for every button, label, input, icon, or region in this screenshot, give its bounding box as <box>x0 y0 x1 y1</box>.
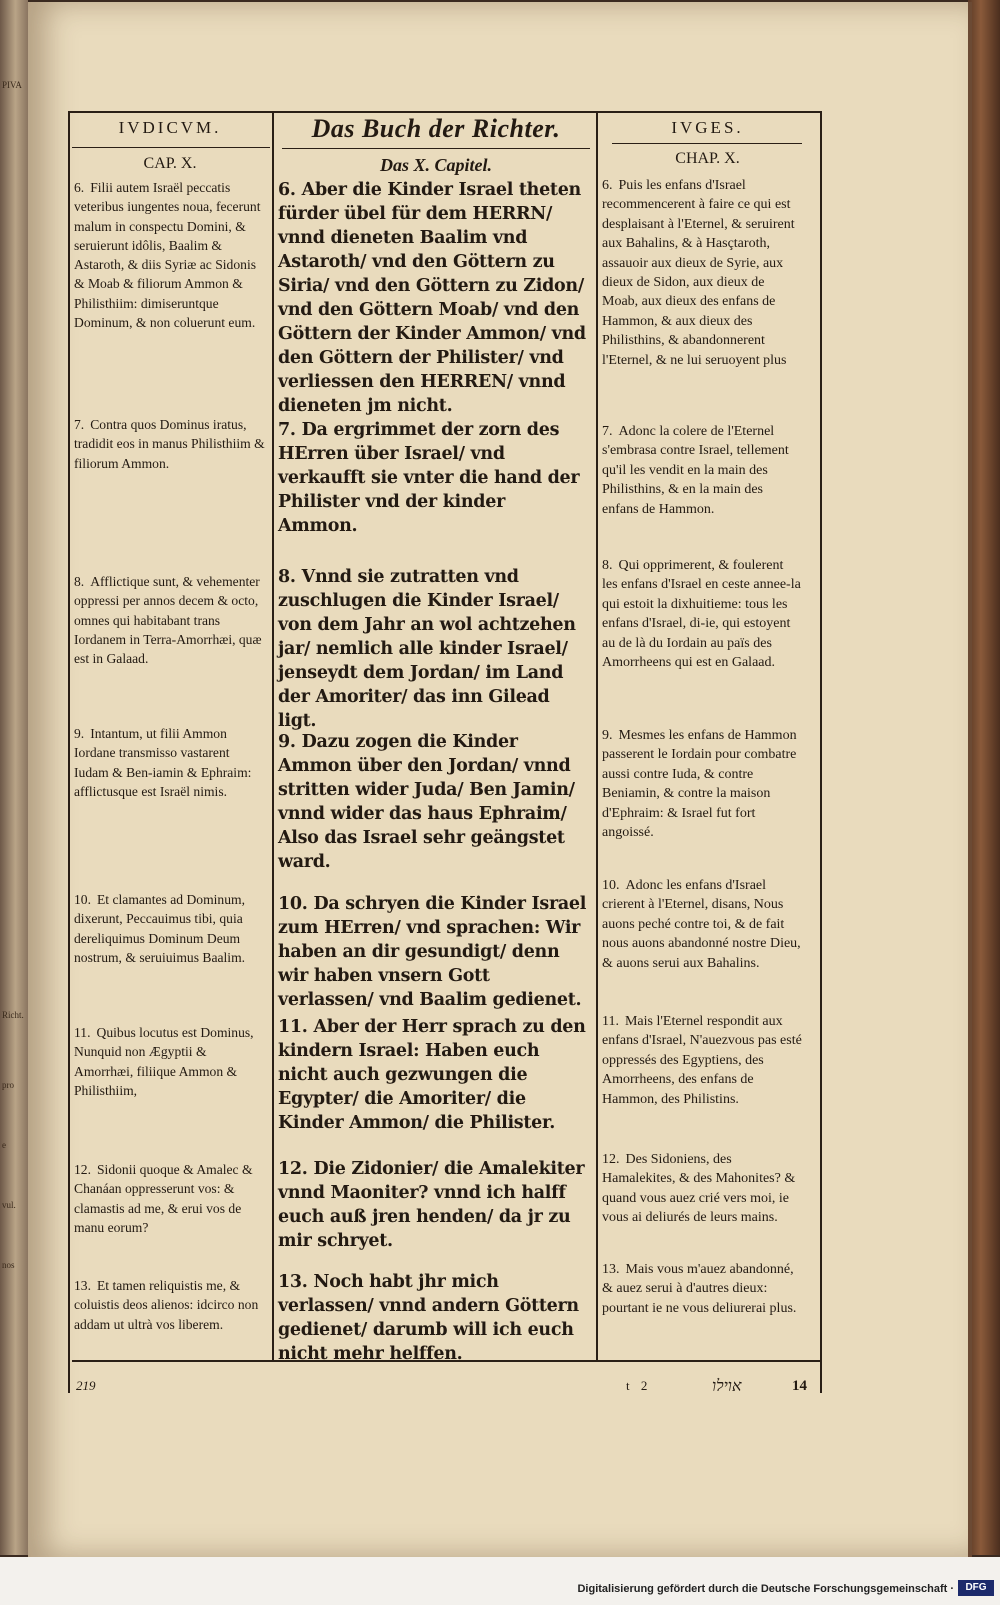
verse-number: 6. <box>74 180 85 195</box>
latin-chapter-heading: CAP. X. <box>143 155 197 172</box>
verse-text: Adonc les enfans d'Israel crierent à l'Eternel, disans, Nous auons peché contre toi, & de fait nous auons abandonné nostre Dieu, & auons serui aux Bahalins. <box>602 878 801 971</box>
verse-text: Et clamantes ad Dominum, dixerunt, Peccauimus tibi, quia dereliquimus Dominum Deum nostrum, & seruiuimus Baalim. <box>74 892 246 965</box>
french-verse <box>602 1150 802 1228</box>
french-verse <box>602 556 802 672</box>
german-verse <box>278 565 590 733</box>
latin-verse <box>74 1160 266 1237</box>
left-page-edge <box>0 0 28 1555</box>
verse-number: 9. <box>278 732 296 752</box>
verse-text: Noch habt jhr mich verlassen/ vnnd andern Göttern gedienet/ darumb will ich euch nicht mehr helffen. <box>278 1272 579 1364</box>
verse-number: 13. <box>74 1278 91 1293</box>
german-verse <box>278 892 590 1012</box>
verse-number: 10. <box>74 892 91 907</box>
verse-number: 12. <box>74 1162 91 1177</box>
verse-text: Dazu zogen die Kinder Ammon über den Jordan/ vnnd stritten wider Juda/ Ben Jamin/ vnnd wider das haus Ephraim/ Also das Israel sehr geängstet ward. <box>278 732 575 872</box>
verse-number: 6. <box>278 180 296 200</box>
verse-text: Mesmes les enfans de Hammon passerent le Iordain pour combatre aussi contre Iuda, & contre Beniamin, & contre la maison d'Ephraim: & Israel fut fort angoissé. <box>602 728 797 841</box>
verse-text: Puis les enfans d'Israel recommencerent à faire ce qui est desplaisant à l'Eternel, & seruirent aux Bahalins, & à Hasçtaroth, assauoir aux dieux de Syrie, aux dieux de Sidon, aux dieux de Moab, aux dieux des enfans de Hammon, & aux dieux des Philisthins, & abandonnerent l'Eternel, & ne lui seruoyent plus <box>602 178 795 368</box>
latin-verse <box>74 415 266 473</box>
verse-number: 11. <box>74 1025 91 1040</box>
verse-text: Intantum, ut filii Ammon Iordane transmisso vastarent Iudam & Ben-iamin & Ephraim: afflictusque est Israël nimis. <box>74 726 252 799</box>
column-rule <box>596 111 598 1361</box>
german-verse <box>278 1157 590 1253</box>
verse-number: 8. <box>74 574 85 589</box>
verse-number: 12. <box>278 1159 308 1179</box>
right-number: 14 <box>792 1378 807 1394</box>
header-rule <box>612 143 802 144</box>
latin-verse <box>74 1276 266 1334</box>
verse-number: 7. <box>278 420 296 440</box>
german-verse <box>278 418 590 538</box>
verse-text: Et tamen reliquistis me, & coluistis deos alienos: idcirco non addam ut ultrà vos liberem. <box>74 1278 259 1332</box>
scan-credit: Digitalisierung gefördert durch die Deutsche Forschungsgemeinschaft · <box>577 1583 954 1595</box>
header-rule <box>282 148 590 149</box>
margin-note: nos <box>2 1260 15 1270</box>
verse-text: Die Zidonier/ die Amalekiter vnnd Maoniter? vnnd ich halff euch auß jren henden/ da jr zu mir schryet. <box>278 1159 585 1251</box>
verse-number: 13. <box>602 1262 620 1277</box>
german-verse <box>278 1270 590 1366</box>
verse-text: Contra quos Dominus iratus, tradidit eos in manus Philisthiim & filiorum Ammon. <box>74 417 265 471</box>
verse-text: Da schryen die Kinder Israel zum HErren/ vnd sprachen: Wir haben an dir gesundigt/ denn wir haben vnsern Gott verlassen/ vnd Baalim gedienet. <box>278 894 587 1010</box>
german-chapter-heading: Das X. Capitel. <box>379 155 492 175</box>
latin-verse <box>74 572 266 668</box>
verse-text: Des Sidoniens, des Hamalekites, & des Mahonites? & quand vous auez crié vers moi, ie vous ai deliurés de leurs mains. <box>602 1152 796 1226</box>
page-number: 219 <box>76 1378 96 1393</box>
french-verse <box>602 422 802 519</box>
latin-verse <box>74 178 266 332</box>
latin-running-head: IVDICVM. <box>118 118 222 137</box>
verse-text: Da ergrimmet der zorn des HErren über Israel/ vnd verkaufft sie vnter die hand der Philister vnd der kinder Ammon. <box>278 420 580 536</box>
right-page-edge <box>968 0 1000 1555</box>
verse-number: 8. <box>278 567 296 587</box>
verse-text: Mais l'Eternel respondit aux enfans d'Israel, N'auezvous pas esté oppressés des Egyptiens, des Amorrheens, des enfans de Hammon, des Philistins. <box>602 1014 802 1107</box>
signature-mark: t 2 <box>626 1378 652 1393</box>
column-rule <box>272 111 274 1361</box>
header-rule <box>72 147 270 148</box>
verse-number: 10. <box>278 894 308 914</box>
german-running-head: Das Buch der Richter. <box>311 114 561 143</box>
dfg-logo: DFG <box>958 1580 994 1596</box>
verse-number: 10. <box>602 878 620 893</box>
margin-note: Richt. <box>2 1010 24 1020</box>
french-verse <box>602 726 802 842</box>
verse-text: Quibus locutus est Dominus, Nunquid non Ægyptii & Amorrhæi, filiique Ammon & Philisthiim, <box>74 1025 254 1098</box>
verse-number: 13. <box>278 1272 308 1292</box>
verse-number: 11. <box>602 1014 619 1029</box>
verse-number: 7. <box>74 417 85 432</box>
french-verse <box>602 876 802 973</box>
verse-number: 8. <box>602 558 613 573</box>
french-running-head: IVGES. <box>671 118 744 137</box>
margin-note: e <box>2 1140 6 1150</box>
verse-number: 9. <box>74 726 85 741</box>
verse-text: Aber die Kinder Israel theten fürder übel für dem HERRN/ vnnd dieneten Baalim vnd Astaroth/ vnd den Göttern zu Siria/ vnd den Göttern zu Zidon/ vnd den Göttern Moab/ vnd den Göttern der Kinder Ammon/ vnd den Göttern der Philister/ vnd verliessen den HERREN/ vnnd dieneten jm nicht. <box>278 180 586 416</box>
latin-verse <box>74 890 266 967</box>
margin-note: vul. <box>2 1200 16 1210</box>
german-verse <box>278 730 590 874</box>
latin-verse <box>74 1023 266 1100</box>
verse-number: 12. <box>602 1152 620 1167</box>
verse-text: Qui opprimerent, & foulerent les enfans d'Israel en ceste annee-la qui estoit la dixhuitieme: tous les enfans d'Israel, di-ie, qui estoyent au de là du Iordain au païs des Amorrheens qui est en Galaad. <box>602 558 801 671</box>
latin-verse <box>74 724 266 801</box>
french-verse <box>602 1260 802 1318</box>
verse-text: Mais vous m'auez abandonné, & auez serui à d'autres dieux: pourtant ie ne vous deliurerai plus. <box>602 1262 797 1316</box>
verse-text: Aber der Herr sprach zu den kindern Israel: Haben euch nicht auch gezwungen die Egypter/ die Amoriter/ die Kinder Ammon/ die Philister. <box>278 1017 586 1133</box>
verse-text: Sidonii quoque & Amalec & Chanáan oppresserunt vos: & clamastis ad me, & erui vos de manu eorum? <box>74 1162 253 1235</box>
french-verse <box>602 176 802 370</box>
german-verse <box>278 178 590 418</box>
french-verse <box>602 1012 802 1109</box>
verse-text: Afflictique sunt, & vehementer oppressi per annos decem & octo, omnes qui habitabant trans Iordanem in Terra-Amorrhæi, quæ est in Galaad. <box>74 574 262 667</box>
scan-footer-band <box>0 1557 1000 1605</box>
german-verse <box>278 1015 590 1135</box>
verse-number: 9. <box>602 728 613 743</box>
verse-number: 11. <box>278 1017 308 1037</box>
verse-number: 7. <box>602 424 613 439</box>
margin-note: PIVA <box>2 80 22 90</box>
verse-number: 6. <box>602 178 613 193</box>
verse-text: Vnnd sie zutratten vnd zuschlugen die Kinder Israel/ von dem Jahr an wol achtzehen jar/ nemlich alle kinder Israel/ jenseydt dem Jordan/ im Land der Amoriter/ das inn Gilead ligt. <box>278 567 576 731</box>
verse-text: Filii autem Israël peccatis veteribus iungentes noua, fecerunt malum in conspectu Domini, & seruierunt idôlis, Baalim & Astaroth, & diis Syriæ ac Sidonis & Moab & filiorum Ammon & Philisthiim: dimiseruntque Dominum, & non coluerunt eum. <box>74 180 261 331</box>
french-chapter-heading: CHAP. X. <box>675 150 740 167</box>
verse-text: Adonc la colere de l'Eternel s'embrasa contre Israel, tellement qu'il les vendit en la main des Philisthins, & en la main des enfans de Hammon. <box>602 424 789 517</box>
catchword: אוילו <box>712 1378 742 1395</box>
margin-note: pro <box>2 1080 14 1090</box>
